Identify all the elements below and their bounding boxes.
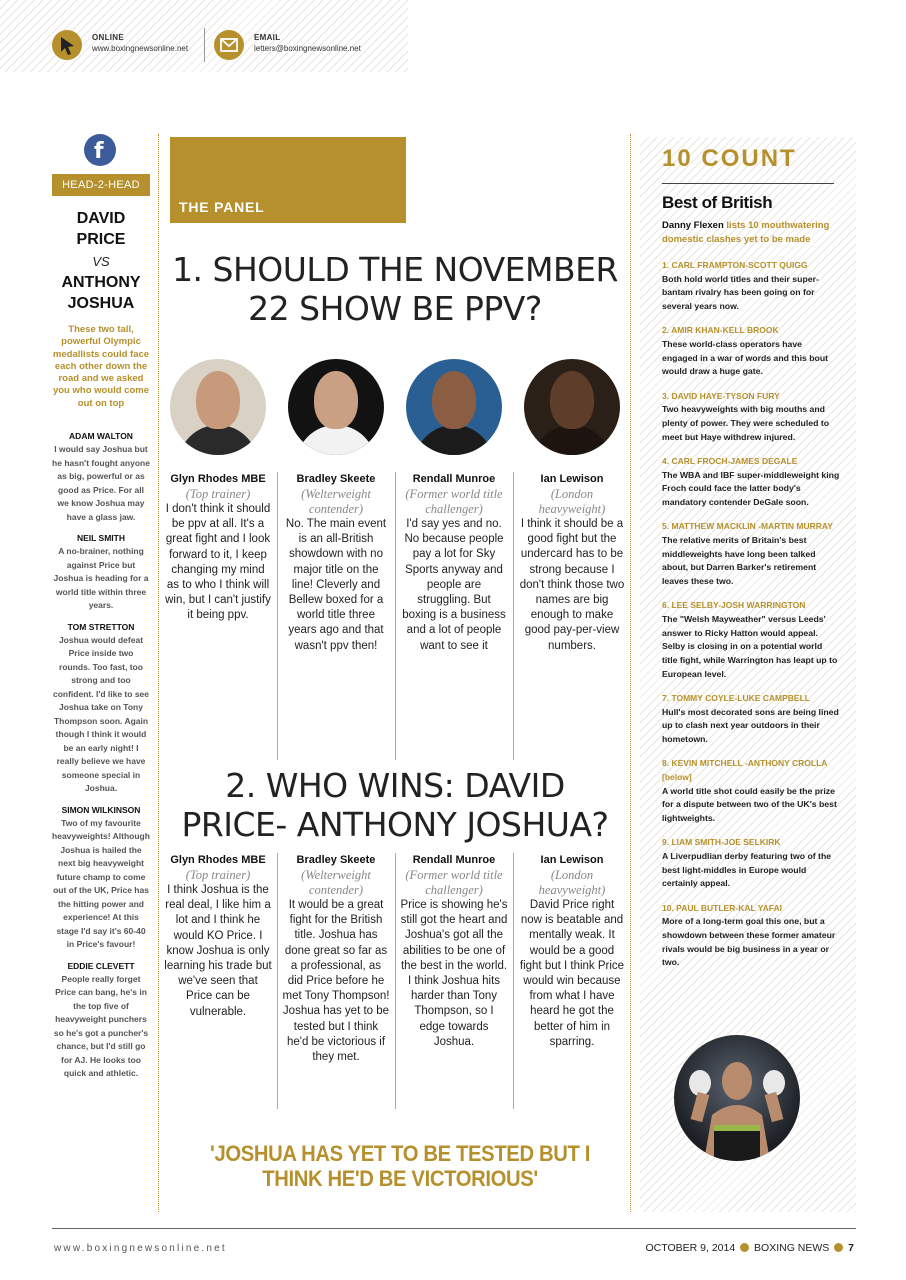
online-url[interactable]: www.boxingnewsonline.net — [92, 44, 189, 53]
footer-folio — [646, 1242, 854, 1254]
count-item — [662, 520, 840, 589]
count-item-title: 2. AMIR KHAN-KELL BROOK — [662, 325, 779, 336]
panelist-role: (London heavyweight) — [538, 487, 606, 516]
ten-count-list — [662, 259, 840, 981]
head-2-head-tag: HEAD-2-HEAD — [52, 174, 150, 196]
count-item-text: Hull's most decorated sons are being lined up to clash next year outdoors in their hometown. — [662, 706, 839, 745]
panelist-answer-q1 — [164, 472, 272, 624]
bullet-dot-icon — [834, 1243, 843, 1252]
count-item-title: 5. MATTHEW MACKLIN -MARTIN MURRAY — [662, 521, 833, 532]
count-item — [662, 757, 840, 826]
panelist-answer-q1 — [518, 472, 626, 654]
column-divider — [513, 853, 514, 1109]
fighter-two-name: ANTHONY JOSHUA — [61, 274, 141, 312]
page-number: 7 — [848, 1242, 854, 1254]
reader-opinion — [52, 621, 150, 796]
panelist-answer-q2 — [400, 853, 508, 1050]
panelist-answer: No. The main event is an all-British showdown with no major title on the line! Cleverly and Bellew boxed for a world title three years ago and that wasn't ppv then! — [285, 518, 387, 652]
panelist-role: (Former world title challenger) — [405, 487, 503, 516]
reader-opinions — [52, 430, 150, 1089]
count-item-text: A world title shot could easily be the prize for a dispute between two of the UK's best lightweights. — [662, 785, 837, 824]
count-item-title: 7. TOMMY COYLE-LUKE CAMPBELL — [662, 692, 810, 703]
count-item-text: More of a long-term goal this one, but a showdown between these former amateur rivals would be big business in a year or two. — [662, 916, 836, 968]
panelist-answer: David Price right now is beatable and mentally weak. It would be a good fight but I think Price would win because from what I have heard he got the better of him in sparring. — [519, 899, 625, 1048]
panelist-photo-bradley-skeete — [288, 359, 384, 455]
fighter-one-name: DAVID PRICE — [76, 210, 126, 248]
panelist-answer: Price is showing he's still got the heart and Joshua's got all the abilities to be one of the best in the world. I think Joshua hits harder than Tony Thompson, so I edge towards Joshua. — [400, 899, 508, 1048]
count-item — [662, 259, 840, 314]
contact-divider — [204, 28, 205, 62]
panelist-name: Bradley Skeete — [296, 854, 376, 866]
panel-banner-title: THE PANEL — [179, 199, 265, 215]
panelist-answer: I don't think it should be ppv at all. It's a great fight and I look forward to it, I keep changing my mind as to who I think will win, but I can't justify it being ppv. — [165, 503, 271, 622]
panelist-answer: I think it should be a good fight but the undercard has to be strong because I don't think those two names are big enough to make good pay-per-view numbers. — [519, 518, 625, 652]
envelope-icon — [214, 30, 244, 60]
question-one: 1. SHOULD THE NOVEMBER 22 SHOW BE PPV? — [172, 250, 618, 328]
count-item-text: The WBA and IBF super-middleweight king Froch could face the latter body's mandatory contender DeGale soon. — [662, 469, 840, 508]
count-item-title: 3. DAVID HAYE-TYSON FURY — [662, 390, 780, 401]
panelist-answer: I think Joshua is the real deal, I like him a lot and I think he would KO Price. I know Joshua is only learning his trade but we've seen that Price can be vulnerable. — [164, 884, 272, 1018]
panelist-name: Rendall Munroe — [412, 854, 496, 866]
right-column-divider — [630, 134, 631, 1212]
count-item-title: 1. CARL FRAMPTON-SCOTT QUIGG — [662, 260, 808, 270]
panelist-name: Glyn Rhodes MBE — [170, 473, 266, 485]
panelist-answer: It would be a great fight for the British title. Joshua has done great so far as a professional, as did Price before he met Tony Thompson! Joshua has yet to be tested but I think he'd be victorious if they met. — [282, 899, 390, 1064]
count-item-text: The relative merits of Britain's best middleweights have long been talked about, but Darren Barker's retirement leaves these two. — [662, 534, 817, 587]
bullet-dot-icon — [740, 1243, 749, 1252]
panelist-name: Ian Lewison — [540, 854, 604, 866]
ten-count-rule — [662, 183, 834, 184]
issue-date: OCTOBER 9, 2014 — [645, 1242, 736, 1254]
panelist-role: (Top trainer) — [185, 868, 251, 882]
count-item-text: These world-class operators have engaged in a war of words and this bout would draw a huge gate. — [662, 339, 829, 377]
panelist-role: (Welterweight contender) — [301, 487, 371, 516]
ten-count-column — [640, 137, 856, 1212]
versus-label: VS — [92, 254, 110, 269]
contact-strip — [0, 0, 408, 72]
count-item-text: Both hold world titles and their super-bantam rivalry has been going on for several years now. — [662, 273, 819, 312]
reader-opinion — [52, 430, 150, 524]
panelist-name: Bradley Skeete — [296, 473, 376, 485]
column-divider — [277, 853, 278, 1109]
reader-name: SIMON WILKINSON — [61, 804, 141, 815]
reader-name: NEIL SMITH — [76, 533, 125, 543]
count-item — [662, 455, 840, 510]
column-divider — [395, 853, 396, 1109]
reader-quote: A no-brainer, nothing against Price but Joshua is heading for a world title within three years. — [53, 546, 149, 610]
contact-online[interactable] — [52, 30, 202, 60]
panelist-answer-q1 — [400, 472, 508, 654]
count-item — [662, 324, 840, 379]
panelist-answer-q2 — [282, 853, 390, 1065]
panelist-role: (Former world title challenger) — [405, 868, 503, 897]
count-item — [662, 390, 840, 445]
panelist-answer: I'd say yes and no. No because people pay a lot for Sky Sports anyway and people are struggling. But boxing is a business and a lot of people want to see it — [402, 518, 506, 652]
sidebar-divider — [158, 134, 159, 1212]
panelist-photo-rendall-munroe — [406, 359, 502, 455]
ten-count-author: Danny Flexen — [662, 220, 724, 231]
count-item-title: 10. PAUL BUTLER-KAL YAFAI — [662, 902, 782, 913]
panelist-answer-q1 — [282, 472, 390, 654]
ten-count-title: 10 COUNT — [662, 145, 797, 172]
count-item-title: 8. KEVIN MITCHELL -ANTHONY CROLLA [below] — [662, 758, 828, 782]
email-label: EMAIL — [254, 33, 281, 42]
reader-quote: I would say Joshua but he hasn't fought anyone as big, powerful or as good as Price. For all we know Joshua may have a glass jaw. — [52, 444, 150, 522]
footer-url[interactable]: www.boxingnewsonline.net — [54, 1243, 227, 1254]
panelist-name: Glyn Rhodes MBE — [170, 854, 266, 866]
column-divider — [513, 472, 514, 760]
column-divider — [277, 472, 278, 760]
publication-name: BOXING NEWS — [754, 1242, 830, 1254]
question-two: 2. WHO WINS: DAVID PRICE- ANTHONY JOSHUA? — [181, 766, 609, 844]
reader-opinion — [52, 960, 150, 1081]
panelist-role: (Welterweight contender) — [301, 868, 371, 897]
reader-opinion — [52, 804, 150, 952]
footer-rule — [52, 1228, 856, 1229]
count-item — [662, 836, 840, 891]
count-item — [662, 599, 840, 681]
reader-opinion — [52, 532, 150, 613]
cursor-arrow-icon — [52, 30, 82, 60]
sidebar-intro: These two tall, powerful Olympic medallists could face each other down the road and we asked you who would come out on top — [52, 324, 150, 409]
panelist-photo-glyn-rhodes — [170, 359, 266, 455]
boxer-photo — [674, 1035, 800, 1161]
pull-quote: 'JOSHUA HAS YET TO BE TESTED BUT I THINK HE'D BE VICTORIOUS' — [210, 1141, 590, 1191]
count-item-text: The "Welsh Mayweather" versus Leeds' answer to Ricky Hatton would appeal. Selby is closing in on a potential world title fight, while Warrington has leapt up to European level. — [662, 613, 838, 679]
reader-quote: Joshua would defeat Price inside two rounds. Too fast, too strong and too confident. I'd like to see Joshua take on Tony Thompson soon. Again though I think it would be an early night! I really believe we have someone special in Joshua. — [52, 634, 149, 793]
panel-banner — [170, 137, 406, 223]
facebook-icon[interactable]: f — [84, 134, 116, 166]
panelist-name: Rendall Munroe — [412, 473, 496, 485]
contact-email[interactable] — [214, 30, 384, 60]
count-item-text: A Liverpudlian derby featuring two of the best light-middles in Europe would certainly appeal. — [662, 851, 832, 889]
email-address[interactable]: letters@boxingnewsonline.net — [254, 44, 361, 53]
panelist-role: (London heavyweight) — [538, 868, 606, 897]
count-item — [662, 692, 840, 747]
reader-name: EDDIE CLEVETT — [67, 960, 135, 971]
reader-name: ADAM WALTON — [69, 431, 133, 441]
count-item — [662, 902, 840, 971]
count-item-title: 9. LIAM SMITH-JOE SELKIRK — [662, 837, 781, 848]
count-item-title: 4. CARL FROCH-JAMES DEGALE — [662, 455, 798, 466]
panelist-role: (Top trainer) — [185, 487, 251, 501]
count-item-title: 6. LEE SELBY-JOSH WARRINGTON — [662, 600, 806, 611]
panelist-name: Ian Lewison — [540, 473, 604, 485]
online-label: ONLINE — [92, 33, 125, 42]
panelist-photo-ian-lewison — [524, 359, 620, 455]
reader-quote: Two of my favourite heavyweights! Although Joshua is hailed the next big heavyweight future champ to come out of the UK, Price has the hitting power and experience! At this stage I'd say it's 60-40 in Price's favour! — [52, 817, 150, 949]
ten-count-intro-text: lists 10 mouthwatering domestic clashes yet to be made — [662, 220, 830, 245]
count-item-text: Two heavyweights with big mouths and plenty of power. They were scheduled to meet but Haye withdrew injured. — [662, 404, 830, 442]
panelist-answer-q2 — [164, 853, 272, 1020]
ten-count-intro — [662, 219, 842, 246]
panelist-answer-q2 — [518, 853, 626, 1050]
reader-quote: People really forget Price can bang, he's in the top five of heavyweight punchers so he's got a puncher's chance, but I'd still go for AJ. He looks too quick and athletic. — [53, 973, 149, 1078]
column-divider — [395, 472, 396, 760]
ten-count-subtitle: Best of British — [662, 193, 773, 212]
reader-name: TOM STRETTON — [67, 621, 135, 632]
